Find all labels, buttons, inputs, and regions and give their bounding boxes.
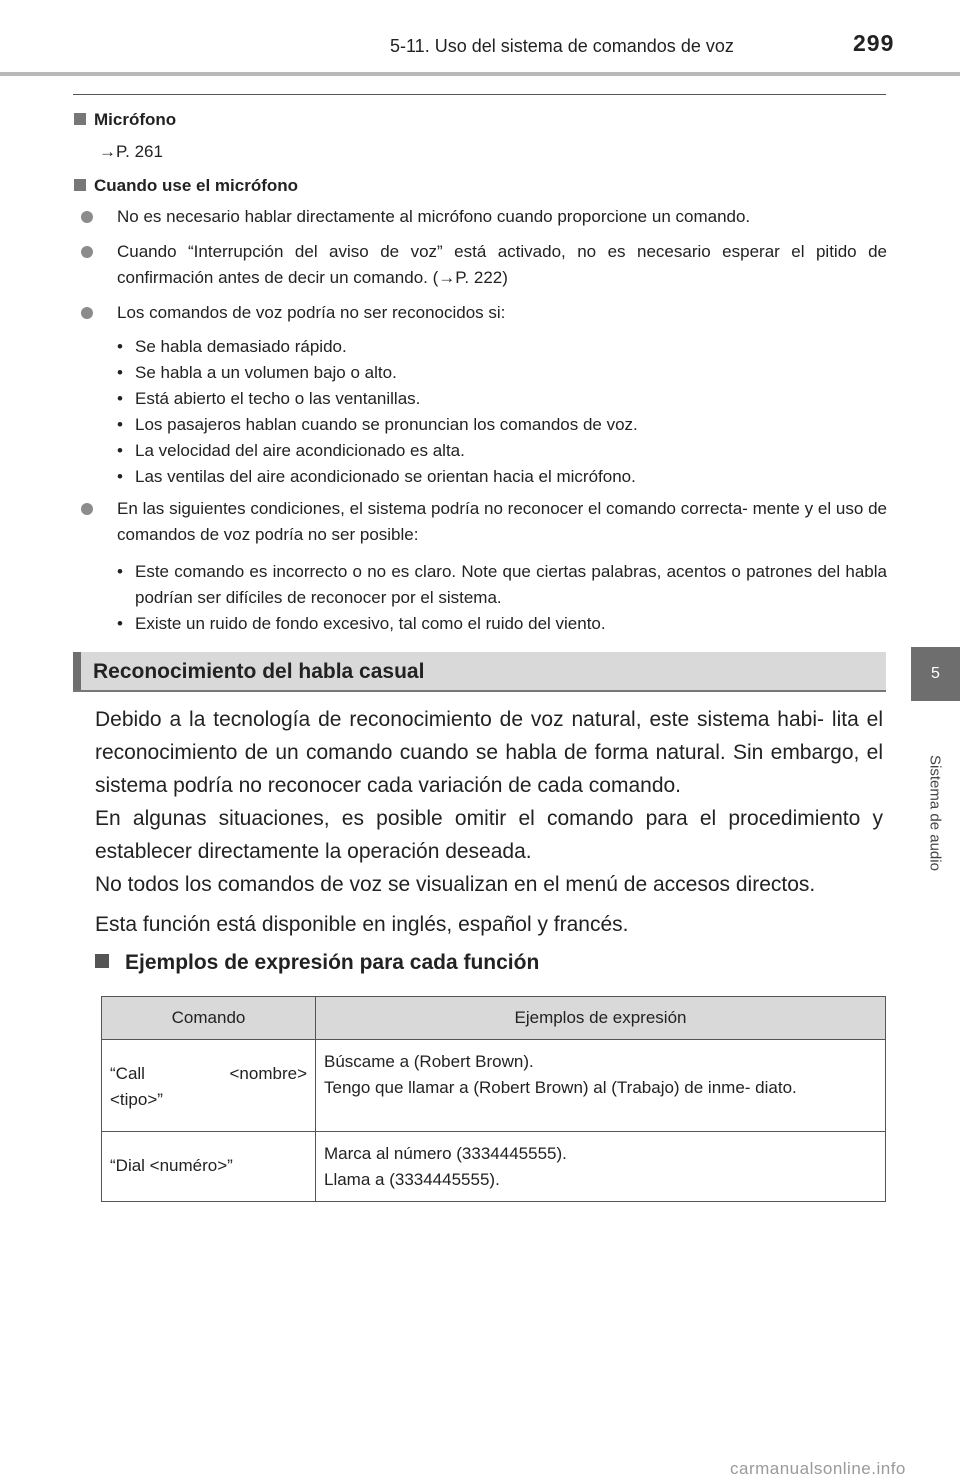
sub-bullet-item: • Este comando es incorrecto o no es claro. Note que ciertas palabras, acentos o patrones del habla podrían ser difíciles de reconocer por el sistema.: [117, 559, 887, 611]
bullet-item: [81, 239, 887, 291]
command-text-line: <tipo>”: [110, 1090, 163, 1109]
circle-bullet-icon: [81, 503, 93, 515]
chapter-tab: [911, 647, 960, 701]
body-paragraph: En algunas situaciones, es posible omitir el comando para el procedimiento y establecer directamente la operación deseada.: [95, 807, 883, 863]
note-heading-microphone: [74, 110, 176, 130]
example-text: Búscame a (Robert Brown).: [324, 1052, 534, 1071]
sub-bullet-item: • Está abierto el techo o las ventanillas.: [117, 386, 887, 412]
command-text-line: “Dial <numéro>”: [110, 1156, 233, 1175]
examples-cell: [316, 1132, 886, 1202]
chapter-number: 5: [931, 665, 940, 682]
body-paragraph: Esta función está disponible en inglés, español y francés.: [95, 913, 629, 936]
sub-bullet-item: • Los pasajeros hablan cuando se pronuncian los comandos de voz.: [117, 412, 887, 438]
note-heading-text: Micrófono: [94, 110, 177, 129]
circle-bullet-icon: [81, 246, 93, 258]
header-rule: [0, 72, 960, 76]
bullet-item: [81, 300, 887, 326]
page-reference: →P. 261: [99, 142, 163, 161]
bullet-text: No es necesario hablar directamente al micrófono cuando proporcione un comando.: [117, 207, 751, 226]
example-text: Llama a (3334445555).: [324, 1170, 500, 1189]
content-top-rule: [73, 94, 886, 95]
body-paragraph: No todos los comandos de voz se visualizan en el menú de accesos directos.: [95, 873, 816, 896]
column-header-examples: Ejemplos de expresión: [316, 997, 886, 1040]
sub-bullet-text: Los pasajeros hablan cuando se pronuncian los comandos de voz.: [135, 415, 638, 434]
sub-bullet-text: Las ventilas del aire acondicionado se orientan hacia el micrófono.: [135, 467, 636, 486]
sub-bullet-text: La velocidad del aire acondicionado es alta.: [135, 441, 465, 460]
note-heading-using-microphone: [74, 176, 298, 196]
bullet-text: Los comandos de voz podría no ser reconocidos si:: [117, 303, 506, 322]
sub-bullet-item: • Las ventilas del aire acondicionado se orientan hacia el micrófono.: [117, 464, 887, 490]
sub-bullet-item: • Existe un ruido de fondo excesivo, tal como el ruido del viento.: [117, 611, 887, 637]
chapter-label-text: Sistema de audio: [926, 755, 944, 871]
sub-bullet-text: Existe un ruido de fondo excesivo, tal como el ruido del viento.: [135, 614, 606, 633]
section-heading-bar: [73, 652, 886, 692]
section-title: Reconocimiento del habla casual: [93, 660, 425, 683]
command-cell: [102, 1040, 316, 1132]
circle-bullet-icon: [81, 307, 93, 319]
sub-bullet-text: Este comando es incorrecto o no es claro. Note que ciertas palabras, acentos o patrones del habla podrían ser difíciles de reconocer por el sistema.: [135, 562, 887, 607]
sub-bullet-text: Se habla demasiado rápido.: [135, 337, 347, 356]
table-row: [102, 1040, 886, 1132]
sub-bullet-text: Está abierto el techo o las ventanillas.: [135, 389, 421, 408]
sub-bullet-item: • La velocidad del aire acondicionado es alta.: [117, 438, 887, 464]
section-bar-edge: [73, 652, 81, 690]
square-bullet-icon: [74, 179, 86, 191]
sub-bullet-text: Se habla a un volumen bajo o alto.: [135, 363, 397, 382]
bullet-item: [81, 496, 887, 548]
page-number: 299: [853, 30, 895, 56]
column-header-command: Comando: [102, 997, 316, 1040]
body-paragraph: Debido a la tecnología de reconocimiento de voz natural, este sistema habi- lita el reconocimiento de un comando cuando se habla de forma natural. Sin embargo, el sistema podría no reconocer cada variación de cada comando.: [95, 708, 883, 797]
note-heading-text: Cuando use el micrófono: [94, 176, 299, 195]
table-row: [102, 1132, 886, 1202]
examples-subheading: [95, 951, 539, 975]
example-text: Marca al número (3334445555).: [324, 1144, 567, 1163]
command-text-line: “Call <nombre>: [110, 1064, 307, 1083]
bullet-text: En las siguientes condiciones, el sistema podría no reconocer el comando correcta- mente y el uso de comandos de voz podría no ser posible:: [117, 499, 887, 544]
square-bullet-icon: [95, 954, 109, 968]
bullet-text: Cuando “Interrupción del aviso de voz” está activado, no es necesario esperar el pitido de confirmación antes de decir un comando. (→P. 222): [117, 242, 887, 287]
chapter-side-label: [922, 728, 948, 898]
sub-bullet-item: • Se habla a un volumen bajo o alto.: [117, 360, 887, 386]
sub-bullet-item: • Se habla demasiado rápido.: [117, 334, 887, 360]
examples-cell: [316, 1040, 886, 1132]
example-text: Tengo que llamar a (Robert Brown) al (Trabajo) de inme- diato.: [324, 1078, 797, 1097]
watermark-text: carmanualsonline.info: [730, 1459, 906, 1478]
subheading-text: Ejemplos de expresión para cada función: [125, 951, 540, 974]
command-cell: [102, 1132, 316, 1202]
table-header-row: [102, 997, 886, 1040]
square-bullet-icon: [74, 113, 86, 125]
running-header-title: 5-11. Uso del sistema de comandos de voz: [390, 36, 734, 56]
bullet-item: [81, 204, 887, 230]
expression-examples-table: [101, 996, 886, 1202]
circle-bullet-icon: [81, 211, 93, 223]
